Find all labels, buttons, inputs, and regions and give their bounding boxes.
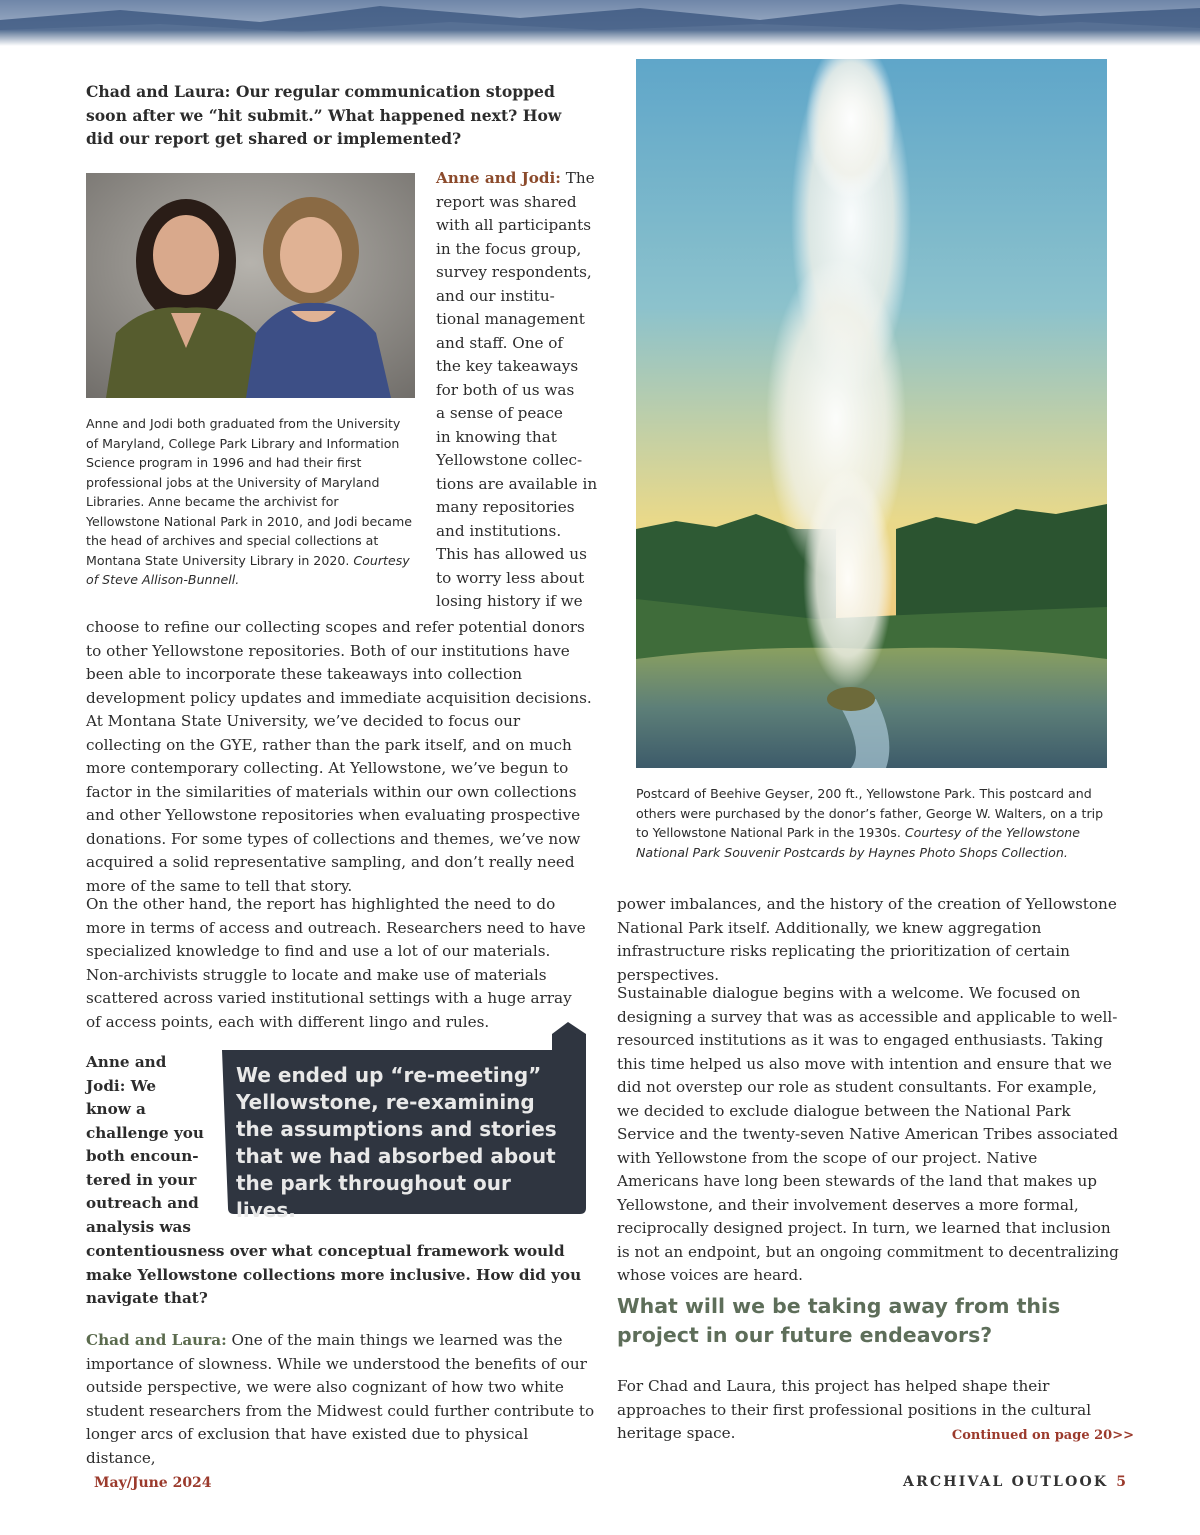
pull-quote [216,1022,586,1222]
answer-line: tional management [436,310,585,328]
answer-chad-laura-slowness: Chad and Laura: One of the main things we learned was the importance of slowness. While we understood the benefits of our outside perspective, we were also cognizant of how two white student researchers from the Midwest could further contribute to longer arcs of exclusion that have existed due to physical distance, [86,1331,595,1467]
answer-line: and staff. One of [436,333,564,352]
answer-line: tions are available in [436,474,598,493]
pull-quote-text: We ended up “re-meeting” Yellowstone, re-examining the assumptions and stories that we had absorbed about the park throughout our lives. [236,1063,557,1222]
answer-line: survey respondents, [436,263,592,281]
answer-line: in the focus group, [436,239,582,258]
postcard-beehive-geyser-image [636,59,1107,768]
speaker-anne-jodi: Anne and Jodi: [436,169,561,187]
paragraph-access-outreach: On the other hand, the report has highlighted the need to do more in terms of access and outreach. Researchers need to have specialized knowledge to find and use a lot of our materials. Non-archivists struggle to locate and make use of materials scattered across varied institutional settings with a huge array of access points, each with different lingo and rules. [86,895,586,1031]
continued-link[interactable]: Continued on page 20>> [951,1428,1134,1443]
postcard-caption [636,784,1116,862]
answer-line: Yellowstone collec- [436,451,583,469]
paragraph-chad-laura-approaches: For Chad and Laura, this project has helped shape their approaches to their first professional positions in the cultural heritage space. [617,1377,1092,1442]
paragraph-sustainable-dialogue: Sustainable dialogue begins with a welcome. We focused on designing a survey that was as accessible and applicable to well-resourced institutions as it was to engaged enthusiasts. Taking this time helped us also move with intention and ensure that we did not overstep our role as student consultants. For example, we decided to exclude dialogue between the National Park Service and the twenty-seven Native American Tribes associated with Yellowstone from the scope of our project. Native Americans have long been stewards of the land that makes up Yellowstone, and their involvement deserves a more formal, reciprocally designed project. In turn, we learned that inclusion is not an endpoint, but an ongoing commitment to decentralizing whose voices are heard. [617,984,1119,1284]
answer-line: and institutions. [436,521,562,540]
answer-line: a sense of peace [436,404,563,422]
photo-caption [86,414,416,590]
top-banner-image [0,0,1200,46]
answer-line: the key takeaways [436,357,579,375]
question-chad-laura-report: Chad and Laura: Our regular communication stopped soon after we “hit submit.” What happened next? How did our report get shared or implemented? [86,82,562,148]
speaker-chad-laura: Chad and Laura: [86,1331,227,1349]
photo-caption-text: Anne and Jodi both graduated from the University of Maryland, College Park Library and Information Science program in 1996 and had their first professional jobs at the University of Maryland Libraries. Anne became the archivist for Yellowstone National Park in 2010, and Jodi became the head of archives and special collections at Montana State University Library in 2020. [86,416,412,568]
answer-anne-jodi-narrow [436,167,606,614]
photo-caption-credit: Courtesy of Steve Allison-Bunnell. [86,552,410,587]
footer-issue-date: May/June 2024 [94,1475,212,1491]
answer-line: report was shared [436,192,577,211]
paragraph-power-imbalances: power imbalances, and the history of the creation of Yellowstone National Park itself. Additionally, we knew aggregation infrastructure risks replicating the prioritization of certain perspectives. [617,895,1117,984]
section-heading-takeaways: What will we be taking away from this project in our future endeavors? [617,1294,1061,1347]
answer-line: in knowing that [436,427,557,446]
postcard-caption-credit: Courtesy of the Yellowstone National Park Souvenir Postcards by Haynes Photo Shops Collection. [636,825,1081,860]
question-anne-jodi-challenge-continued: contentiousness over what conceptual framework would make Yellowstone collections more inclusive. How did you navigate that? [86,1242,582,1307]
answer-line: and our institu- [436,286,555,305]
answer-line: This has allowed us [436,545,587,563]
page-number: 5 [1116,1474,1126,1490]
footer-magazine [880,1474,1126,1490]
footer-magazine-title: ARCHIVAL OUTLOOK [903,1474,1109,1490]
answer-line: losing history if we [436,592,583,610]
answer-line: to worry less about [436,568,585,587]
answer-line: for both of us was [436,380,575,399]
answer-line: with all participants [436,216,591,234]
answer-line: many repositories [436,498,575,516]
portrait-photo-anne-jodi [86,173,415,398]
answer-anne-jodi-continued: choose to refine our collecting scopes and refer potential donors to other Yellowstone repositories. Both of our institutions have been able to incorporate these takeaways into collection development policy updates and immediate acquisition decisions. At Montana State University, we’ve decided to focus our collecting on the GYE, rather than the park itself, and on much more contemporary collecting. At Yellowstone, we’ve begun to factor in the similarities of materials within our own collections and other Yellowstone repositories when evaluating prospective donations. For some types of collections and themes, we’ve now acquired a solid representative sampling, and don’t really need more of the same to tell that story. [86,618,592,895]
postcard-caption-text: Postcard of Beehive Geyser, 200 ft., Yellowstone Park. This postcard and others were purchased by the donor’s father, George W. Walters, on a trip to Yellowstone National Park in the 1930s. [636,786,1104,840]
question-anne-jodi-challenge: Anne and Jodi: We know a challenge you both encoun- tered in your outreach and analysis was [86,1053,204,1236]
answer-line-0: Anne and Jodi: The [436,169,595,187]
